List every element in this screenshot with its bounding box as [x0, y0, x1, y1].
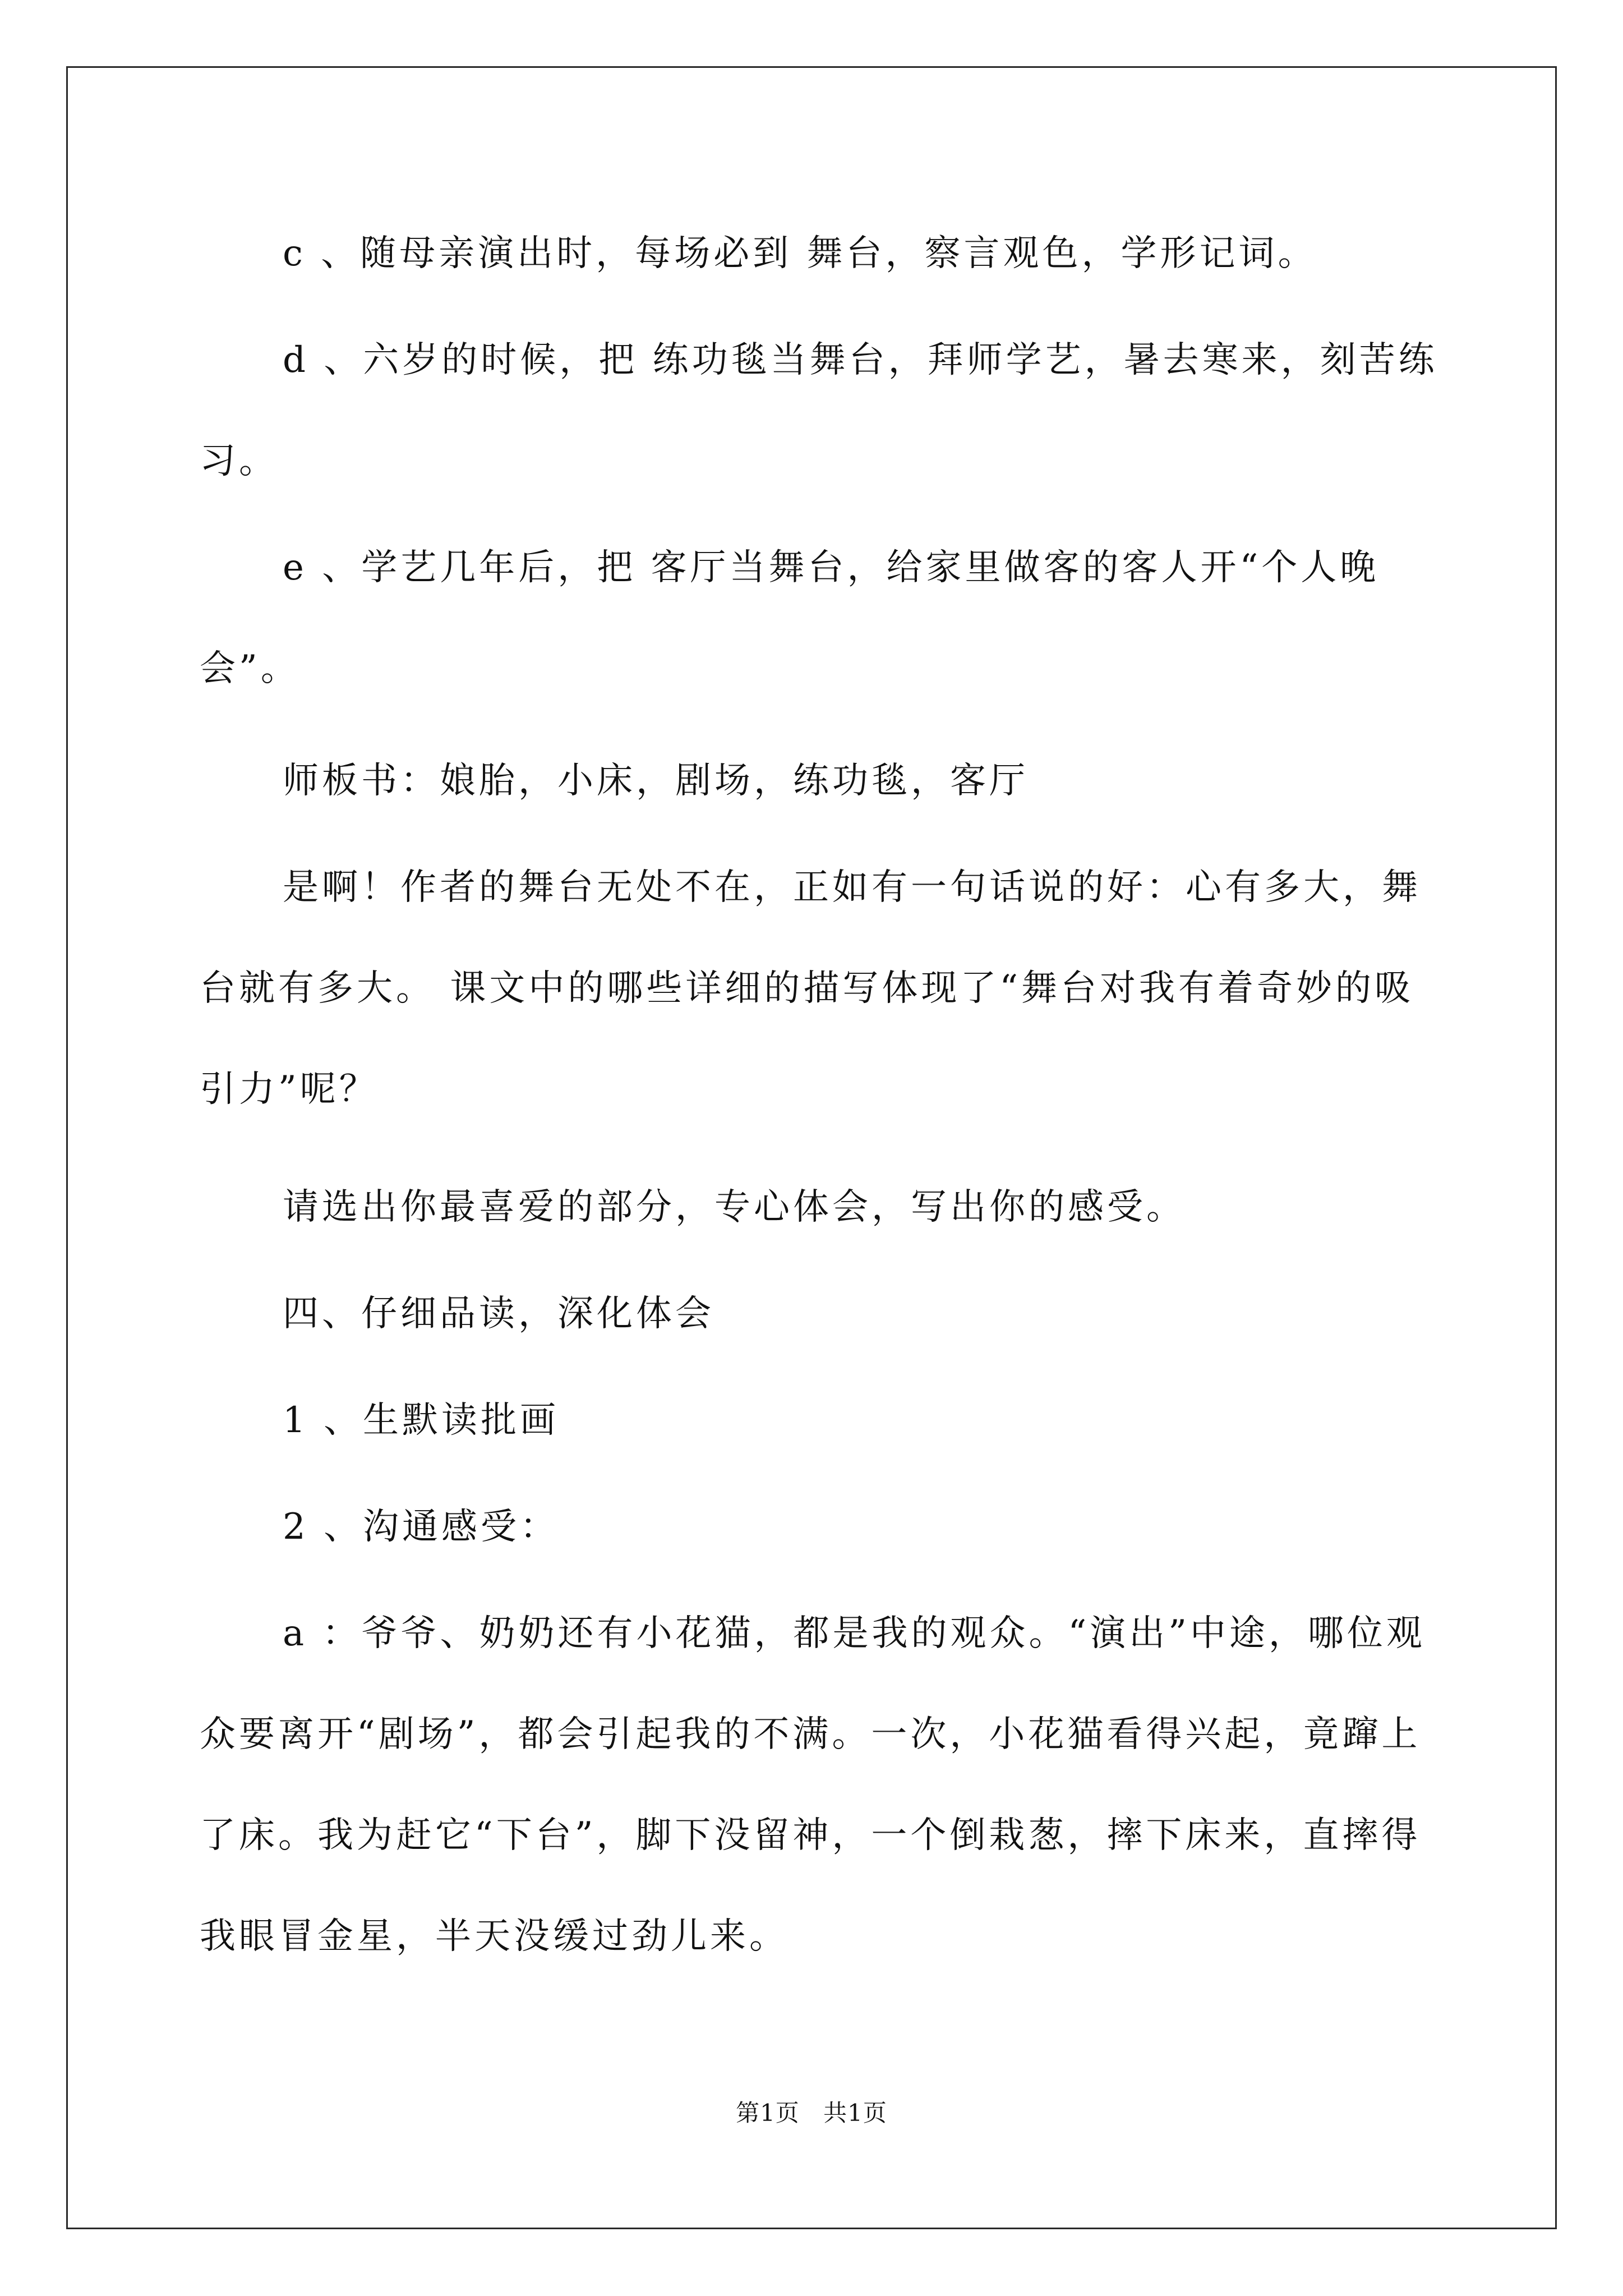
list-item-1: 1 、生默读批画 — [283, 1400, 560, 1441]
page-total: 共1页 — [823, 2099, 887, 2127]
page-number: 第1页 — [736, 2099, 800, 2127]
paragraph-instruction: 请选出你最喜爱的部分，专心体会，写出你的感受。 — [283, 1186, 1186, 1228]
list-item-2: 2 、沟通感受： — [283, 1506, 560, 1548]
paragraph-d: d 、六岁的时候，把 练功毯当舞台，拜师学艺，暑去寒来，刻苦练习。 — [200, 339, 1438, 482]
paragraph-c: c 、随母亲演出时，每场必到 舞台，察言观色，学形记词。 — [283, 233, 1317, 274]
section-heading-four: 四、仔细品读，深化体会 — [283, 1293, 714, 1335]
paragraph-a-excerpt: a ：爷爷、奶奶还有小花猫，都是我的观众。“演出”中途，哪位观众要离开“剧场”，都会引起我的不满。一次，小花猫看得兴起，竟蹿上了床。我为赶它“下台”，脚下没留神，一个倒栽葱，摔下床来，直摔得我眼冒金星，半天没缓过劲儿来。 — [200, 1613, 1426, 1957]
paragraph-e: e 、学艺几年后，把 客厅当舞台，给家里做客的客人开“个人晚会”。 — [200, 547, 1380, 689]
paragraph-board-notes: 师板书：娘胎，小床，剧场，练功毯，客厅 — [283, 760, 1029, 802]
page-footer — [0, 2095, 1623, 2128]
paragraph-stage-everywhere: 是啊！作者的舞台无处不在，正如有一句话说的好：心有多大，舞台就有多大。 课文中的哪些详细的描写体现了“舞台对我有着奇妙的吸引力”呢？ — [200, 867, 1421, 1110]
